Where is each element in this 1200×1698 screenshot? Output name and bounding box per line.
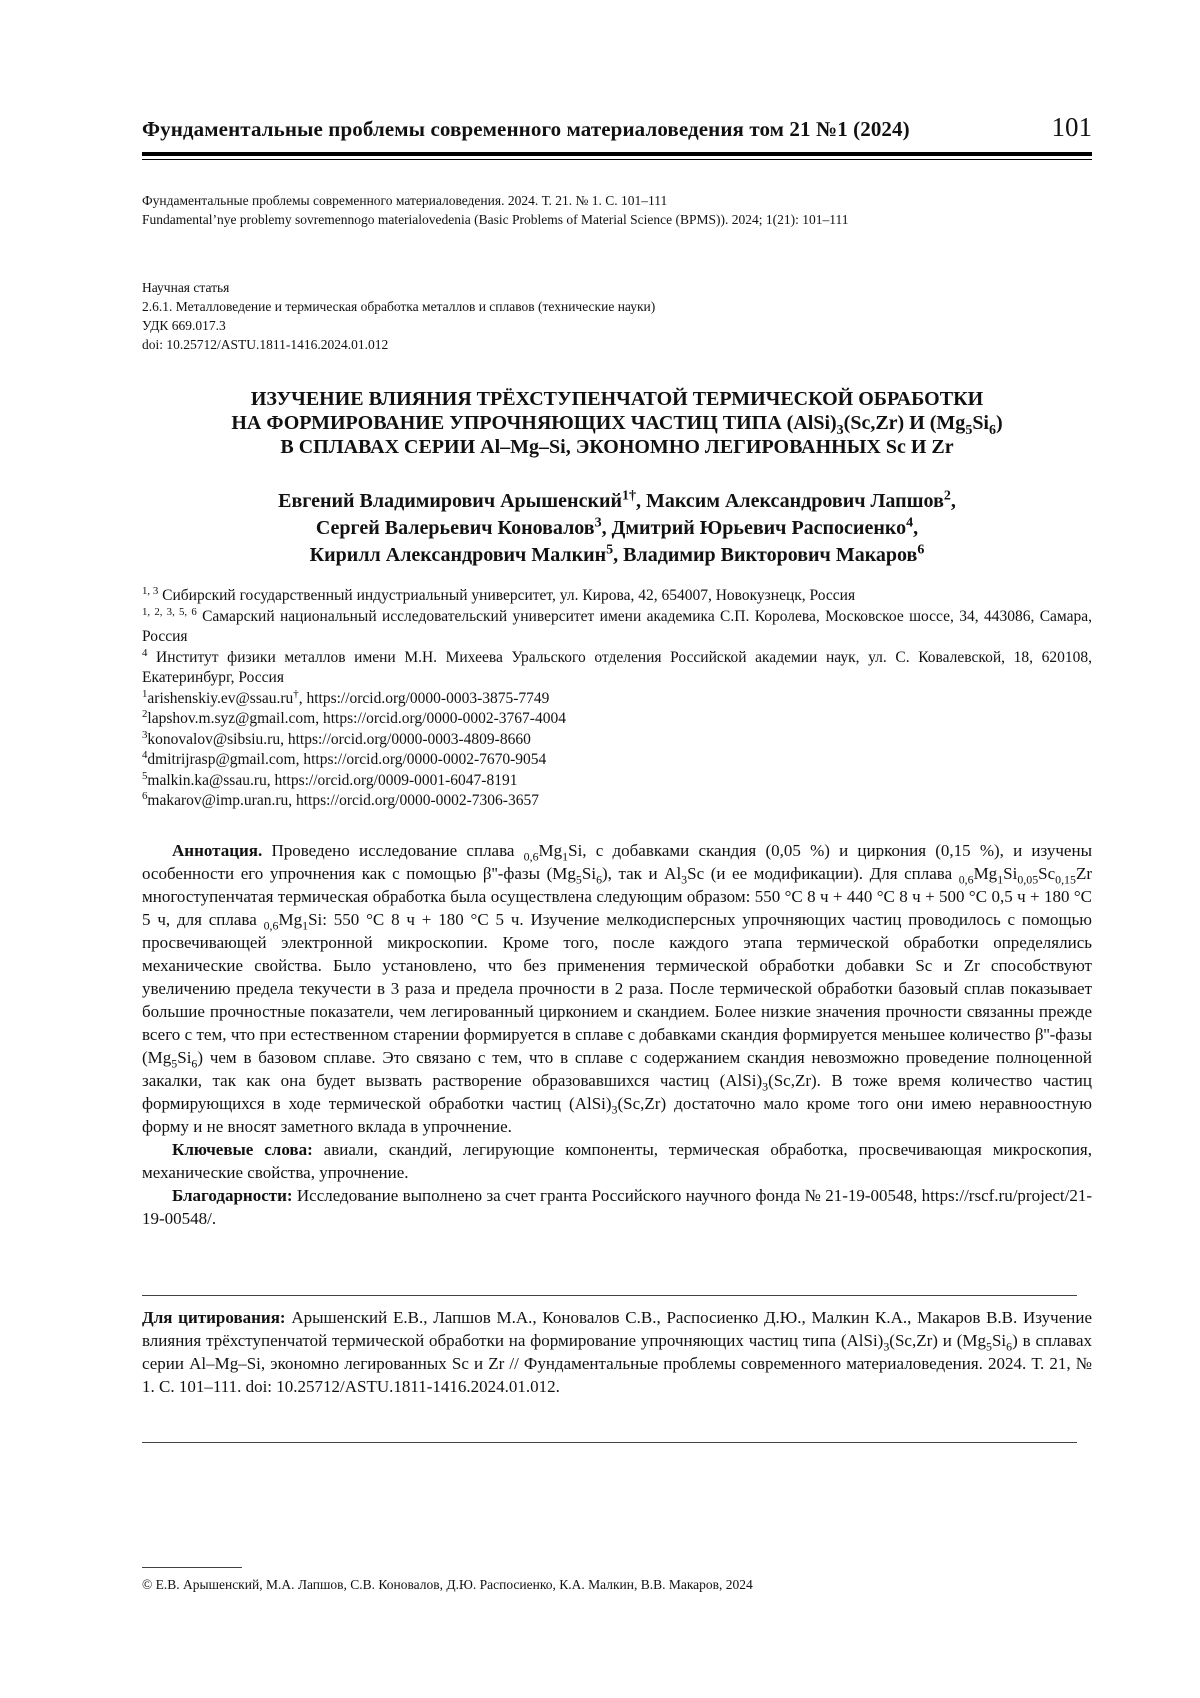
orcid-link[interactable]: , https://orcid.org/0009-0001-6047-8191 xyxy=(266,771,518,789)
author-name: Максим Александрович Лапшов xyxy=(646,490,944,512)
orcid-link[interactable]: , https://orcid.org/0000-0003-3875-7749 xyxy=(298,689,550,707)
abstract-label: Аннотация. xyxy=(172,841,263,860)
affiliation-item: $^4$ Институт физики металлов имени М.Н. Михеева Уральского отделения Российской академии наук, ул. С. Ковалевской, 18, 620108, Екатеринбург, Россия xyxy=(142,646,1092,686)
email-link[interactable]: konovalov@sibsiu.ru xyxy=(147,730,281,748)
title-line-1: ИЗУЧЕНИЕ ВЛИЯНИЯ ТРЁХСТУПЕНЧАТОЙ ТЕРМИЧЕСКОЙ ОБРАБОТКИ xyxy=(250,388,984,410)
journal-running-title: Фундаментальные проблемы современного материаловедения том 21 №1 (2024) xyxy=(142,117,910,141)
email-link[interactable]: malkin.ka@ssau.ru xyxy=(147,771,267,789)
orcid-link[interactable]: , https://orcid.org/0000-0002-3767-4004 xyxy=(315,710,566,727)
page-number: 101 xyxy=(1051,112,1092,142)
affiliation-item: $^{1, 3}$ Сибирский государственный индустриальный университет, ул. Кирова, 42, 654007, Новокузнецк, Россия xyxy=(142,584,856,604)
article-doi: doi: 10.25712/ASTU.1811-1416.2024.01.012 xyxy=(142,337,389,352)
email-link[interactable]: makarov@imp.uran.ru xyxy=(147,792,289,809)
author-list: Евгений Владимирович Арышенский$^{1\dagger}$, Максим Александрович Лапшов$^2$, Сергей Валерьевич Коновалов$^3$, Дмитрий Юрьевич Распосиенко$^4$, Кирилл Александрович Малкин$^5$, Владимир Викторович Макаров$^6$ xyxy=(278,488,956,566)
email-link[interactable]: lapshov.m.syz@gmail.com xyxy=(147,710,316,727)
specialty-code: 2.6.1. Металловедение и термическая обработка металлов и сплавов (технические науки) xyxy=(142,299,656,314)
running-header xyxy=(142,112,1092,143)
citation-ru: Фундаментальные проблемы современного материаловедения. 2024. Т. 21. № 1. С. 101–111 xyxy=(142,193,668,208)
author-name: Дмитрий Юрьевич Распосиенко xyxy=(611,517,907,539)
acknowledgments-paragraph: Благодарности: Исследование выполнено за счет гранта Российского научного фонда № 21-19-00548, https://rscf.ru/project/21-19-00548/. xyxy=(142,1186,1092,1228)
affiliations xyxy=(142,586,1092,812)
contact-item: $^1$arishenskiy.ev@ssau.ru†, https://orcid.org/0000-0003-3875-7749 xyxy=(142,687,550,707)
contact-item: $^5$malkin.ka@ssau.ru, https://orcid.org/0009-0001-6047-8191 xyxy=(142,769,518,789)
author-name: Евгений Владимирович Арышенский xyxy=(278,490,623,512)
divider-bottom xyxy=(142,1442,1077,1443)
copyright-notice: © Е.В. Арышенский, М.А. Лапшов, С.В. Коновалов, Д.Ю. Распосиенко, К.А. Малкин, В.В. Макаров, 2024 xyxy=(142,1577,753,1592)
author-name: Владимир Викторович Макаров xyxy=(623,544,918,566)
orcid-link[interactable]: , https://orcid.org/0000-0002-7306-3657 xyxy=(288,792,539,809)
article-title xyxy=(142,387,1092,459)
title-line-3: В СПЛАВАХ СЕРИИ Al–Mg–Si, ЭКОНОМНО ЛЕГИРОВАННЫХ Sc И Zr xyxy=(280,436,954,458)
affiliation-item: $^{1, 2, 3, 5, 6}$ Самарский национальный исследовательский университет имени академика С.П. Королева, Московское шоссе, 34, 443086, Самара, Россия xyxy=(142,605,1092,645)
acknowledgments-label: Благодарности: xyxy=(172,1186,293,1205)
abstract-section xyxy=(142,839,1092,1230)
email-link[interactable]: arishenskiy.ev@ssau.ru xyxy=(147,689,294,707)
contact-item: $^4$dmitrijrasp@gmail.com, https://orcid.org/0000-0002-7670-9054 xyxy=(142,748,547,768)
udk-code: УДК 669.017.3 xyxy=(142,318,226,333)
contact-item: $^2$lapshov.m.syz@gmail.com, https://orcid.org/0000-0002-3767-4004 xyxy=(142,707,566,727)
header-rule-thick xyxy=(142,152,1092,156)
orcid-link[interactable]: , https://orcid.org/0000-0003-4809-8660 xyxy=(280,730,531,748)
how-to-cite: Для цитирования: Арышенский Е.В., Лапшов М.А., Коновалов С.В., Распосиенко Д.Ю., Малкин К.А., Макаров В.В. Изучение влияния трёхступенчатой термической обработки на формирование упрочняющих частиц типа $(AlSi)_3(Sc,Zr)$ и $(Mg_5Si_6)$ в сплавах серии Al–Mg–Si, экономно легированных Sc и Zr // Фундаментальные проблемы современного материаловедения. 2024. Т. 21, № 1. С. 101–111. doi: 10.25712/ASTU.1811-1416.2024.01.012. xyxy=(142,1308,1092,1396)
article-type: Научная статья xyxy=(142,280,230,295)
orcid-link[interactable]: , https://orcid.org/0000-0002-7670-9054 xyxy=(295,751,547,768)
footnote-rule xyxy=(142,1567,242,1568)
divider-top xyxy=(142,1295,1077,1296)
keywords-paragraph: Ключевые слова: авиали, скандий, легирующие компоненты, термическая обработка, просвечивающая микроскопия, механические свойства, упрочнение. xyxy=(142,1140,1093,1182)
abstract-paragraph: Аннотация. Проведено исследование сплава $_{0,6}Mg_1Si$, с добавками скандия (0,05 %) и циркония (0,15 %), и изучены особенности его упрочнения как с помощью β''-фазы $(Mg_5Si_6)$, так и $Al_3Sc$ (и ее модификации). Для сплава $_{0,6}Mg_1Si_{0,05}Sc_{0,15}Zr$ многоступенчатая термическая обработка была осуществлена следующим образом: 550 °C 8 ч + 440 °C 8 ч + 500 °C 0,5 ч + 180 °C 5 ч, для сплава $_{0,6}Mg_1Si$: 550 °C 8 ч + 180 °C 5 ч. Изучение мелкодисперсных упрочняющих частиц проводилось с помощью просвечивающей электронной микроскопии. Кроме того, после каждого этапа термической обработки определялись механические свойства. Было установлено, что без применения термической обработки добавки Sc и Zr способствуют увеличению предела текучести в 3 раза и предела прочности в 2 раза. После термической обработки базовый сплав показывает большие прочностные показатели, чем легированный цирконием и скандием. Более низкие значения прочности связанны прежде всего с тем, что при естественном старении формируется в сплаве с добавками скандия формируется меньшее количество β''-фазы $(Mg_5Si_6)$ чем в базовом сплаве. Это связано с тем, что в сплаве с содержанием скандия невозможно проведение полноценной закалки, так как она будет вызвать растворение образовавшихся частиц $(AlSi)_3(Sc,Zr)$. В тоже время количество частиц формирующихся в ходе термической обработки частиц $(AlSi)_3(Sc,Zr)$ достаточно мало кроме того они имею неравноостную форму и не вносят заметного вклада в упрочнение. xyxy=(142,841,1093,1136)
email-link[interactable]: dmitrijrasp@gmail.com xyxy=(147,751,296,768)
title-line-2: НА ФОРМИРОВАНИЕ УПРОЧНЯЮЩИХ ЧАСТИЦ ТИПА $(AlSi)_3(Sc,Zr)$ И $(Mg_5Si_6)$ xyxy=(231,412,1003,438)
keywords-label: Ключевые слова: xyxy=(172,1140,313,1159)
contact-item: $^3$konovalov@sibsiu.ru, https://orcid.org/0000-0003-4809-8660 xyxy=(142,728,531,748)
how-to-cite-label: Для цитирования: xyxy=(142,1308,286,1327)
citation-en: Fundamental’nye problemy sovremennogo materialovedenia (Basic Problems of Material Science (BPMS)). 2024; 1(21): 101–111 xyxy=(142,212,849,227)
journal-citation-line xyxy=(142,191,1092,229)
author-name: Кирилл Александрович Малкин xyxy=(309,544,607,566)
article-meta xyxy=(142,278,1092,354)
header-rule-thin xyxy=(142,159,1092,160)
author-name: Сергей Валерьевич Коновалов xyxy=(315,517,595,539)
contact-item: $^6$makarov@imp.uran.ru, https://orcid.org/0000-0002-7306-3657 xyxy=(142,789,539,809)
